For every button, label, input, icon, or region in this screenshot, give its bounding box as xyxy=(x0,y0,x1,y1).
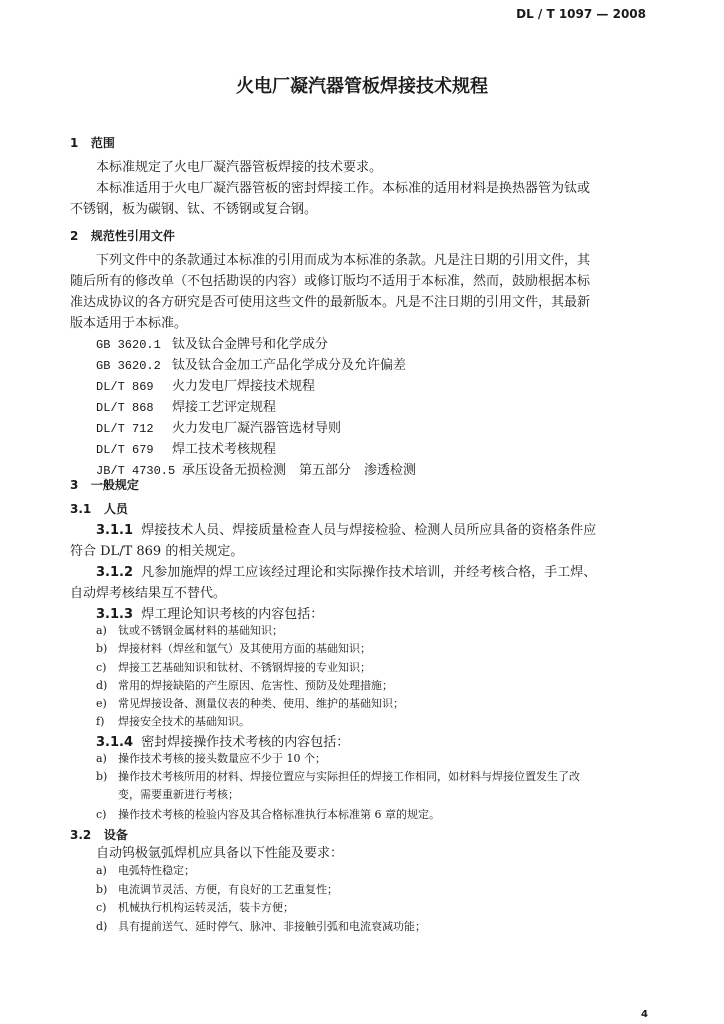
section-title: 规范性引用文件 xyxy=(90,229,175,243)
reference-item xyxy=(96,459,416,478)
list-text: 常见焊接设备、测量仪表的种类、使用、维护的基础知识； xyxy=(118,697,404,710)
reference-item xyxy=(96,396,276,415)
list-text: 焊接材料（焊丝和氩气）及其使用方面的基础知识； xyxy=(118,642,371,655)
paragraph-line: 自动焊考核结果互不替代。 xyxy=(70,586,227,601)
reference-code: DL/T 869 xyxy=(96,380,154,394)
list-text: 常用的焊接缺陷的产生原因、危害性、预防及处理措施； xyxy=(118,679,393,692)
clause-3-1-2 xyxy=(96,561,596,580)
reference-code: DL/T 679 xyxy=(96,443,154,457)
reference-code: GB 3620.2 xyxy=(96,359,161,373)
subsection-number: 3.2 xyxy=(70,828,92,842)
list-item xyxy=(96,918,426,934)
reference-item xyxy=(96,354,406,373)
subsection-number: 3.1 xyxy=(70,502,92,516)
list-item xyxy=(96,640,371,656)
list-item xyxy=(96,768,580,784)
list-label: a) xyxy=(96,864,107,877)
reference-title: 焊工技术考核规程 xyxy=(172,442,277,457)
section-2-heading xyxy=(70,227,175,244)
list-text: 电流调节灵活、方便，有良好的工艺重复性； xyxy=(118,883,338,896)
paragraph-line: 版本适用于本标准。 xyxy=(70,316,188,331)
clause-text: 焊工理论知识考核的内容包括： xyxy=(141,607,324,622)
section-number: 1 xyxy=(70,136,79,150)
clause-text: 密封焊接操作技术考核的内容包括： xyxy=(141,735,350,750)
clause-3-1-3 xyxy=(96,603,323,622)
subsection-3-1-heading xyxy=(70,500,128,517)
list-text: 电弧特性稳定； xyxy=(118,864,195,877)
reference-title: 承压设备无损检测 第五部分 渗透检测 xyxy=(182,463,417,478)
paragraph-line: 符合 DL/T 869 的相关规定。 xyxy=(70,544,244,559)
paragraph: 自动钨极氩弧焊机应具备以下性能及要求： xyxy=(96,846,344,861)
list-text: 操作技术考核所用的材料、焊接位置应与实际担任的焊接工作相同，如材料与焊接位置发生了改 xyxy=(118,770,580,783)
list-item xyxy=(96,622,283,638)
reference-code: GB 3620.1 xyxy=(96,338,161,352)
clause-number: 3.1.2 xyxy=(96,565,134,580)
reference-title: 火力发电厂凝汽器管选材导则 xyxy=(172,421,342,436)
clause-text: 凡参加施焊的焊工应该经过理论和实际操作技术培训，并经考核合格，手工焊、 xyxy=(141,565,597,580)
list-item xyxy=(96,677,393,693)
reference-title: 焊接工艺评定规程 xyxy=(172,400,277,415)
list-text: 机械执行机构运转灵活，装卡方便； xyxy=(118,901,294,914)
list-item xyxy=(96,899,294,915)
list-label: d) xyxy=(96,920,108,933)
list-item xyxy=(96,881,338,897)
clause-number: 3.1.3 xyxy=(96,607,134,622)
subsection-title: 设备 xyxy=(103,828,128,842)
reference-item xyxy=(96,333,328,352)
list-text: 钛或不锈钢金属材料的基础知识； xyxy=(118,624,283,637)
reference-code: DL/T 868 xyxy=(96,401,154,415)
list-item xyxy=(96,750,326,766)
list-label: a) xyxy=(96,624,107,637)
section-1-heading xyxy=(70,134,115,151)
paragraph-line: 下列文件中的条款通过本标准的引用而成为本标准的条款。凡是注日期的引用文件，其 xyxy=(96,253,591,268)
section-3-heading xyxy=(70,476,139,493)
list-text: 操作技术考核的检验内容及其合格标准执行本标准第 6 章的规定。 xyxy=(118,808,440,821)
list-text: 焊接工艺基础知识和钛材、不锈钢焊接的专业知识； xyxy=(118,661,371,674)
clause-3-1-1 xyxy=(96,519,596,538)
header-standard-code: DL / T 1097 — 2008 xyxy=(516,7,646,21)
list-label: b) xyxy=(96,883,108,896)
list-item xyxy=(96,713,250,729)
reference-title: 钛及钛合金牌号和化学成分 xyxy=(172,337,329,352)
list-label: b) xyxy=(96,642,108,655)
subsection-title: 人员 xyxy=(103,502,128,516)
paragraph-line: 随后所有的修改单（不包括勘误的内容）或修订版均不适用于本标准，然而，鼓励根据本标 xyxy=(70,274,591,289)
reference-title: 火力发电厂焊接技术规程 xyxy=(172,379,316,394)
clause-number: 3.1.1 xyxy=(96,523,134,538)
paragraph-line: 准达成协议的各方研究是否可使用这些文件的最新版本。凡是不注日期的引用文件，其最新 xyxy=(70,295,591,310)
list-text: 焊接安全技术的基础知识。 xyxy=(118,715,250,728)
subsection-3-2-heading xyxy=(70,826,128,843)
list-label: f) xyxy=(96,715,105,728)
paragraph: 本标准规定了火电厂凝汽器管板焊接的技术要求。 xyxy=(96,160,383,175)
reference-item xyxy=(96,417,341,436)
reference-item xyxy=(96,375,315,394)
reference-code: JB/T 4730.5 xyxy=(96,464,176,478)
list-item xyxy=(96,659,371,675)
clause-number: 3.1.4 xyxy=(96,735,134,750)
list-label: c) xyxy=(96,661,107,674)
section-title: 一般规定 xyxy=(90,478,139,492)
list-item xyxy=(96,806,440,822)
list-label: a) xyxy=(96,752,107,765)
reference-title: 钛及钛合金加工产品化学成分及允许偏差 xyxy=(172,358,407,373)
section-number: 3 xyxy=(70,478,79,492)
paragraph-line: 本标准适用于火电厂凝汽器管板的密封焊接工作。本标准的适用材料是换热器管为钛或 xyxy=(96,181,591,196)
clause-text: 焊接技术人员、焊接质量检查人员与焊接检验、检测人员所应具备的资格条件应 xyxy=(141,523,597,538)
list-label: d) xyxy=(96,679,108,692)
section-title: 范围 xyxy=(90,136,115,150)
list-text: 操作技术考核的接头数量应不少于 10 个； xyxy=(118,752,326,765)
clause-3-1-4 xyxy=(96,731,349,750)
list-item xyxy=(96,862,195,878)
section-number: 2 xyxy=(70,229,79,243)
reference-item xyxy=(96,438,276,457)
paragraph-line: 不锈钢，板为碳钢、钛、不锈钢或复合钢。 xyxy=(70,202,318,217)
document-title: 火电厂凝汽器管板焊接技术规程 xyxy=(236,76,488,97)
list-label: e) xyxy=(96,697,107,710)
list-text: 具有提前送气、延时停气、脉冲、非接触引弧和电流衰减功能； xyxy=(118,920,426,933)
page-number: 4 xyxy=(641,1009,648,1020)
reference-code: DL/T 712 xyxy=(96,422,154,436)
list-label: c) xyxy=(96,808,107,821)
list-item-continuation: 变，需要重新进行考核； xyxy=(118,788,239,801)
list-label: b) xyxy=(96,770,108,783)
list-item xyxy=(96,695,404,711)
list-label: c) xyxy=(96,901,107,914)
